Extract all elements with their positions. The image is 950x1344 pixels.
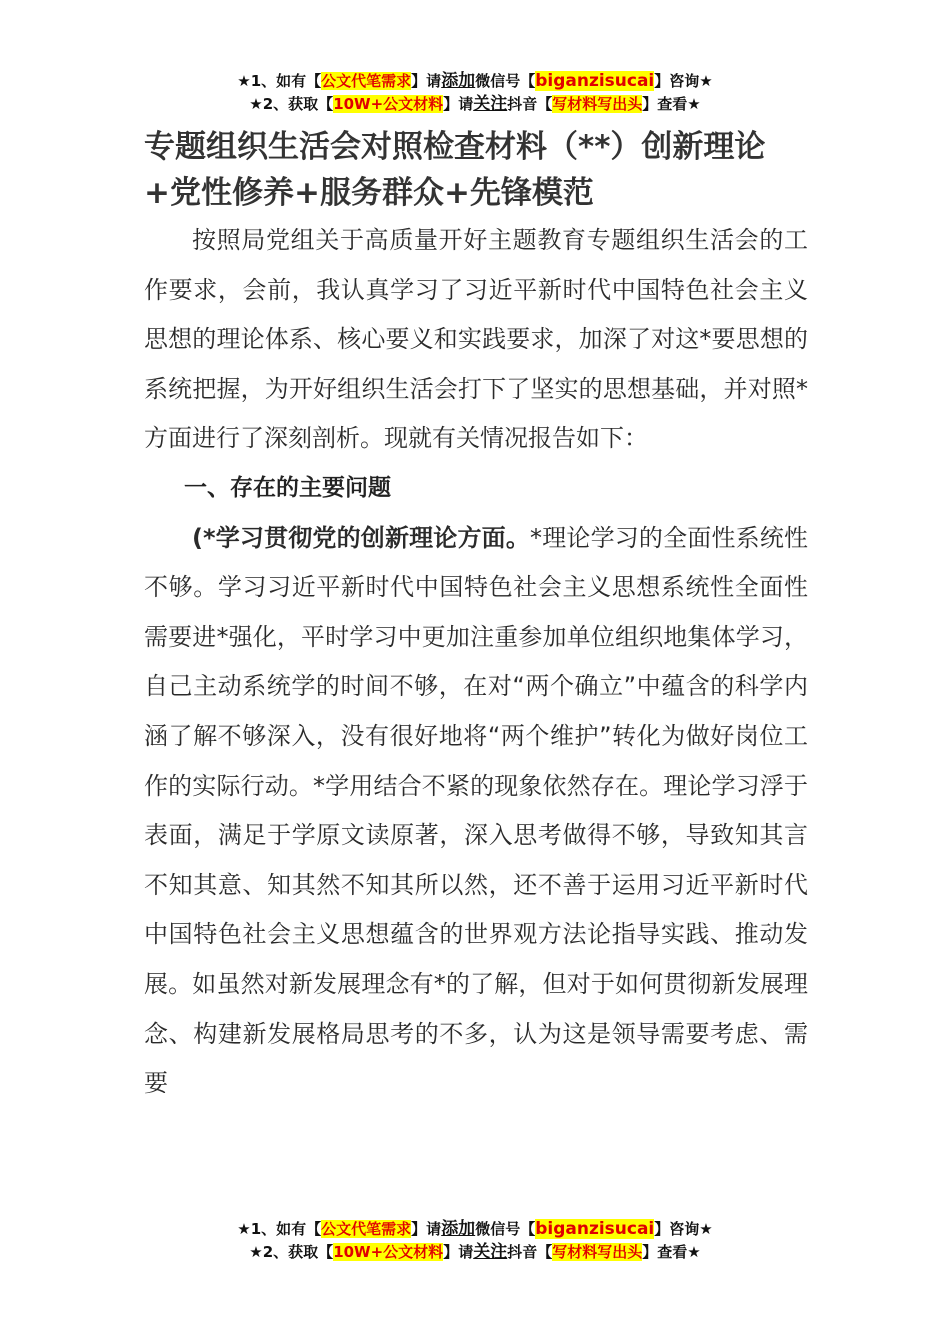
body-paragraph (144, 514, 808, 1109)
banner-text: 】请 (411, 72, 442, 90)
banner-text: 】请 (443, 1243, 474, 1261)
banner-text: 】咨询★ (654, 1220, 713, 1238)
banner-line-1 (0, 70, 950, 93)
banner-text: 】查看★ (642, 1243, 701, 1261)
banner-line-1 (0, 1218, 950, 1241)
section-heading: 一、存在的主要问题 (184, 474, 391, 501)
banner-douyin-id: 写材料写出头 (552, 1243, 643, 1261)
document-body (144, 124, 808, 1109)
banner-text: ★2、获取【 (249, 1243, 334, 1261)
header-banner (0, 70, 950, 116)
banner-emphasis: 添加 (441, 1219, 476, 1239)
banner-text: ★2、获取【 (249, 95, 334, 113)
footer-banner (0, 1218, 950, 1264)
banner-highlight: 公文代笔需求 (321, 1220, 412, 1238)
banner-highlight: 10W+公文材料 (333, 95, 444, 113)
banner-wechat-id: biganzisucai (535, 1219, 655, 1239)
banner-text: 抖音【 (507, 95, 553, 113)
document-title: 专题组织生活会对照检查材料（**）创新理论+党性修养+服务群众+先锋模范 (144, 129, 766, 211)
banner-text: 抖音【 (507, 1243, 553, 1261)
banner-text: ★1、如有【 (237, 72, 322, 90)
banner-highlight: 10W+公文材料 (333, 1243, 444, 1261)
banner-wechat-id: biganzisucai (535, 71, 655, 91)
paragraph-text: *理论学习的全面性系统性不够。学习习近平新时代中国特色社会主义思想系统性全面性需要进*强化，平时学习中更加注重参加单位组织地集体学习，自己主动系统学的时间不够，在对“两个确立”中蕴含的科学内涵了解不够深入，没有很好地将“两个维护”转化为做好岗位工作的实际行动。*学用结合不紧的现象依然存在。理论学习浮于表面，满足于学原文读原著，深入思考做得不够，导致知其言不知其意、知其然不知其所以然，还不善于运用习近平新时代中国特色社会主义思想蕴含的世界观方法论指导实践、推动发展。如虽然对新发展理念有*的了解，但对于如何贯彻新发展理念、构建新发展格局思考的不多，认为这是领导需要考虑、需要 (144, 523, 808, 1098)
banner-text: 】请 (443, 95, 474, 113)
banner-emphasis: 添加 (441, 71, 476, 91)
banner-text: 微信号【 (475, 1220, 536, 1238)
subsection-heading: (*学习贯彻党的创新理论方面。 (192, 523, 531, 552)
banner-text: 】请 (411, 1220, 442, 1238)
banner-text: 】咨询★ (654, 72, 713, 90)
banner-text: 微信号【 (475, 72, 536, 90)
banner-text: ★1、如有【 (237, 1220, 322, 1238)
banner-line-2 (0, 1241, 950, 1264)
banner-douyin-id: 写材料写出头 (552, 95, 643, 113)
banner-emphasis: 关注 (473, 94, 508, 114)
banner-line-2 (0, 93, 950, 116)
banner-emphasis: 关注 (473, 1242, 508, 1262)
banner-highlight: 公文代笔需求 (321, 72, 412, 90)
banner-text: 】查看★ (642, 95, 701, 113)
intro-paragraph: 按照局党组关于高质量开好主题教育专题组织生活会的工作要求，会前，我认真学习了习近平新时代中国特色社会主义思想的理论体系、核心要义和实践要求，加深了对这*要思想的系统把握，为开好组织生活会打下了坚实的思想基础，并对照*方面进行了深刻剖析。现就有关情况报告如下： (144, 226, 808, 453)
